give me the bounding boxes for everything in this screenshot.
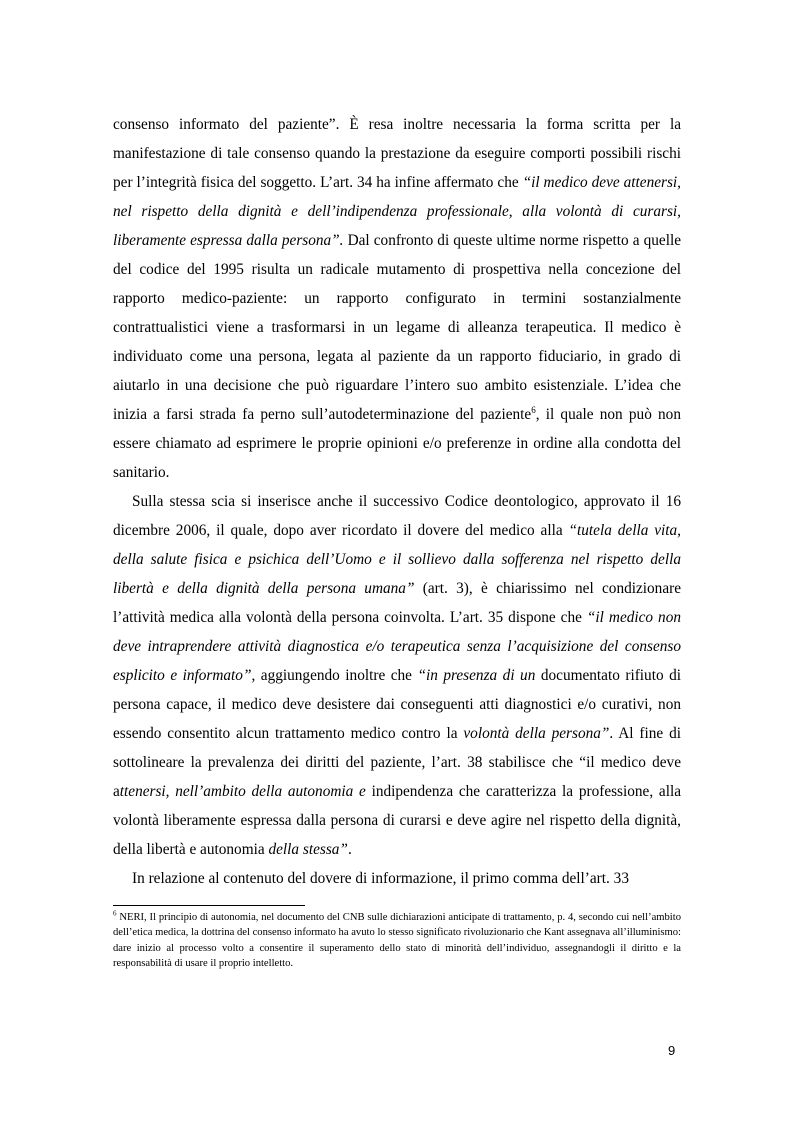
text-run: . Al fine di sottolineare la prevalenza dei diritti del paziente, l’art. 38 stabilisce che “il medico deve a [113,725,681,800]
quotation: della stessa” [268,841,348,858]
quotation: “il medico non deve intraprendere attività diagnostica e/o terapeutica senza l’acquisizione del consenso esplicito e informato” [113,609,681,684]
quotation: volontà della persona” [463,725,610,742]
text-run: consenso informato del paziente”. È resa inoltre necessaria la forma scritta per la manifestazione di tale consenso quando la prestazione da eseguire comporti possibili rischi per l’integrità fisica del soggetto. L’art. 34 ha infine affermato che [113,116,681,191]
text-run: indipendenza che caratterizza la professione, alla volontà liberamente espressa dalla persona di curarsi e deve agire nel rispetto della dignità, della libertà e autonomia [113,783,681,858]
text-run: (art. 3), è chiarissimo nel condizionare l’attività medica alla volontà della persona coinvolta. L’art. 35 dispone che [113,580,682,626]
quotation: ttenersi, nell’ambito della autonomia e [119,783,366,800]
quotation: “tutela della vita, della salute fisica e psichica dell’Uomo e il sollievo dalla sofferenza nel rispetto della libertà e della dignità della persona umana” [113,522,682,597]
paragraph-3 [113,864,681,893]
quotation: “il medico deve attenersi, nel rispetto della dignità e dell’indipendenza professionale, alla volontà di curarsi, liberamente espressa dalla persona”. [113,174,681,249]
text-run: , aggiungendo inoltre che [251,667,418,684]
paragraph-1 [113,110,681,487]
text-run: In relazione al contenuto del dovere di informazione, il primo comma dell’art. 33 [132,870,629,887]
text-run: . [347,841,352,858]
footnote-number: 6 [113,909,117,918]
footnote-text: NERI, Il principio di autonomia, nel documento del CNB sulle dichiarazioni anticipate di trattamento, p. 4, secondo cui nell’ambito dell’etica medica, la dottrina del consenso informato ha avuto lo stesso significato rivoluzionario che Kant assegnava all’illuminismo: dare inizio al processo volto a consentire il superamento dello stato di minorità dell’individuo, assegnandogli il diritto e la responsabilità di usare il proprio intelletto. [113,912,681,970]
footnote-reference[interactable]: 6 [531,404,536,415]
footnote [113,910,681,972]
paragraph-2 [113,487,681,864]
page-number: 9 [668,1043,676,1058]
text-run: documentato rifiuto di persona capace, il medico deve desistere dai conseguenti atti diagnostici e/o curativi, non essendo consentito alcun trattamento medico contro la [113,667,681,742]
footnote-separator [113,905,305,906]
body-text [113,110,681,893]
text-run: Sulla stessa scia si inserisce anche il successivo Codice deontologico, approvato il 16 dicembre 2006, il quale, dopo aver ricordato il dovere del medico alla [113,493,681,539]
text-run: , il quale non può non essere chiamato ad esprimere le proprie opinioni e/o preferenze in ordine alla condotta del sanitario. [113,406,681,481]
text-run: Dal confronto di queste ultime norme rispetto a quelle del codice del 1995 risulta un radicale mutamento di prospettiva nella concezione del rapporto medico-paziente: un rapporto configurato in termini sostanzialmente contrattualistici viene a trasformarsi in un legame di alleanza terapeutica. Il medico è individuato come una persona, legata al paziente da un rapporto fiduciario, in grado di aiutarlo in una decisione che può riguardare l’intero suo ambito esistenziale. L’idea che inizia a farsi strada fa perno sull’autodeterminazione del paziente [113,232,681,423]
quotation: “in presenza di un [417,667,536,684]
